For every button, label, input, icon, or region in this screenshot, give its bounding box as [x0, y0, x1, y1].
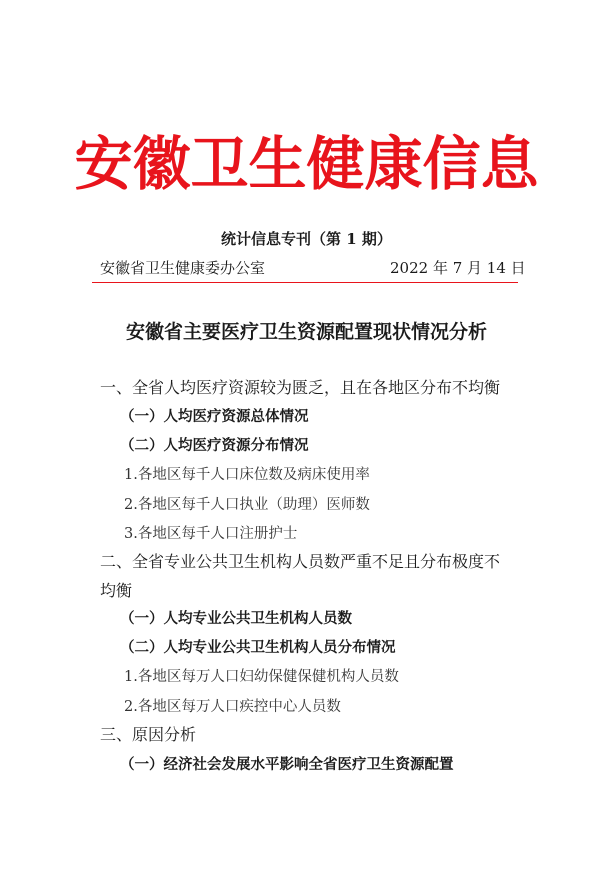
subsection-heading: （一）人均医疗资源总体情况 [120, 408, 309, 425]
section-heading-2-continued: 均衡 [100, 581, 133, 600]
section-heading-2: 二、全省专业公共卫生机构人员数严重不足且分布极度不 [100, 552, 501, 571]
document-title: 安徽省主要医疗卫生资源配置现状情况分析 [125, 321, 487, 343]
subsection-heading: （一）人均专业公共卫生机构人员数 [120, 610, 352, 627]
masthead-title: 安徽卫生健康信息 [74, 130, 539, 198]
issuer: 安徽省卫生健康委办公室 [100, 259, 266, 277]
subsection-heading: （一）经济社会发展水平影响全省医疗卫生资源配置 [120, 756, 454, 773]
header-divider [92, 282, 518, 283]
subsection-heading: （二）人均医疗资源分布情况 [120, 437, 309, 454]
section-heading-3: 三、原因分析 [100, 725, 197, 744]
list-item: 2.各地区每千人口执业（助理）医师数 [124, 497, 370, 513]
subsection-heading: （二）人均专业公共卫生机构人员分布情况 [120, 639, 396, 656]
issue-date: 2022 年 7 月 14 日 [390, 259, 526, 277]
section-heading-1: 一、全省人均医疗资源较为匮乏，且在各地区分布不均衡 [100, 378, 501, 397]
list-item: 1.各地区每千人口床位数及病床使用率 [124, 467, 370, 483]
list-item: 3.各地区每千人口注册护士 [124, 526, 298, 542]
issue-line: 统计信息专刊（第 1 期） [221, 230, 392, 248]
list-item: 2.各地区每万人口疾控中心人员数 [124, 699, 341, 715]
list-item: 1.各地区每万人口妇幼保健保健机构人员数 [124, 669, 399, 685]
